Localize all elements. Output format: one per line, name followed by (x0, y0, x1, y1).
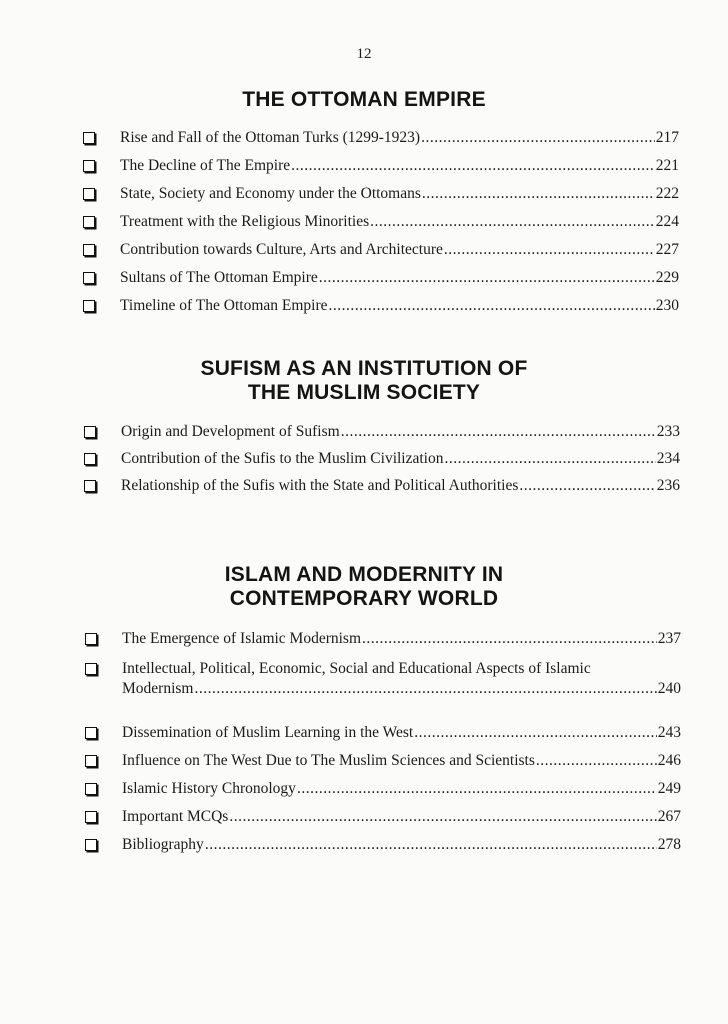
toc-entry-page: 217 (655, 129, 679, 146)
dot-leader (362, 629, 657, 649)
dot-leader (291, 156, 655, 176)
checkbox-icon (85, 633, 97, 645)
toc-entry-page: 246 (657, 752, 681, 769)
toc-entry-page: 230 (655, 297, 679, 314)
toc-entry-title: Important MCQs (122, 808, 229, 825)
toc-entry-title: Dissemination of Muslim Learning in the West (122, 724, 414, 741)
checkbox-icon (84, 426, 96, 438)
dot-leader (297, 779, 657, 799)
dot-leader (536, 751, 657, 771)
toc-entry-title: Timeline of The Ottoman Empire (120, 297, 328, 314)
dot-leader (444, 240, 655, 260)
toc-entry-page: 234 (656, 450, 680, 467)
checkbox-icon (85, 663, 97, 675)
checkbox-icon (83, 160, 95, 172)
toc-entry-page: 222 (655, 185, 679, 202)
toc-entry-title: Islamic History Chronology (122, 780, 296, 797)
dot-leader (319, 268, 655, 288)
toc-entry-page: 278 (657, 836, 681, 853)
toc-entry-page: 243 (657, 724, 681, 741)
toc-entry-title-line1: Intellectual, Political, Economic, Social and Educational Aspects of Islamic (122, 660, 591, 677)
dot-leader (229, 807, 656, 827)
checkbox-icon (83, 188, 95, 200)
toc-entry-page: 233 (656, 423, 680, 440)
toc-entry-title: The Decline of The Empire (120, 157, 291, 174)
toc-entry-title: Contribution of the Sufis to the Muslim Civilization (121, 450, 444, 467)
checkbox-icon (85, 811, 97, 823)
checkbox-icon (84, 480, 96, 492)
dot-leader (329, 296, 655, 316)
checkbox-icon (83, 216, 95, 228)
section-title-islam-modernity: ISLAM AND MODERNITY IN CONTEMPORARY WORLD (224, 563, 504, 610)
dot-leader (422, 184, 655, 204)
toc-entry-page: 221 (655, 157, 679, 174)
toc-entry-page: 240 (657, 680, 681, 697)
checkbox-icon (85, 783, 97, 795)
checkbox-icon (84, 453, 96, 465)
dot-leader (444, 449, 655, 469)
dot-leader (370, 212, 655, 232)
toc-entry-page: 267 (657, 808, 681, 825)
toc-entry[interactable] (85, 659, 681, 703)
section-title-sufism: SUFISM AS AN INSTITUTION OF THE MUSLIM SOCIETY (200, 357, 528, 404)
toc-entry-page: 224 (655, 213, 679, 230)
toc-entry-page: 249 (657, 780, 681, 797)
toc-entry-title: Relationship of the Sufis with the State and Political Authorities (121, 477, 519, 494)
dot-leader (519, 476, 655, 496)
toc-entry-page: 229 (655, 269, 679, 286)
checkbox-icon (83, 244, 95, 256)
checkbox-icon (83, 132, 95, 144)
toc-entry-page: 237 (657, 630, 681, 647)
checkbox-icon (83, 272, 95, 284)
dot-leader (194, 679, 656, 699)
toc-entry-title: The Emergence of Islamic Modernism (122, 630, 362, 647)
toc-entry-title: Bibliography (122, 836, 204, 853)
toc-entry-page: 236 (656, 477, 680, 494)
dot-leader (421, 128, 655, 148)
checkbox-icon (83, 300, 95, 312)
toc-entry-title: Sultans of The Ottoman Empire (120, 269, 318, 286)
toc-entry-title: Origin and Development of Sufism (121, 423, 340, 440)
toc-entry-title: Rise and Fall of the Ottoman Turks (1299-1923) (120, 129, 421, 146)
toc-entry-title: State, Society and Economy under the Ottomans (120, 185, 421, 202)
checkbox-icon (85, 755, 97, 767)
toc-entry-page: 227 (655, 241, 679, 258)
dot-leader (414, 723, 657, 743)
dot-leader (341, 422, 656, 442)
toc-entry-title: Treatment with the Religious Minorities (120, 213, 370, 230)
toc-entry-title: Contribution towards Culture, Arts and Architecture (120, 241, 443, 258)
section-title-ottoman-empire: THE OTTOMAN EMPIRE (242, 88, 486, 111)
toc-entry-title: Influence on The West Due to The Muslim Sciences and Scientists (122, 752, 535, 769)
checkbox-icon (85, 727, 97, 739)
page-number: 12 (356, 46, 372, 62)
toc-entry-title: Modernism (122, 680, 194, 697)
checkbox-icon (85, 839, 97, 851)
dot-leader (205, 835, 657, 855)
